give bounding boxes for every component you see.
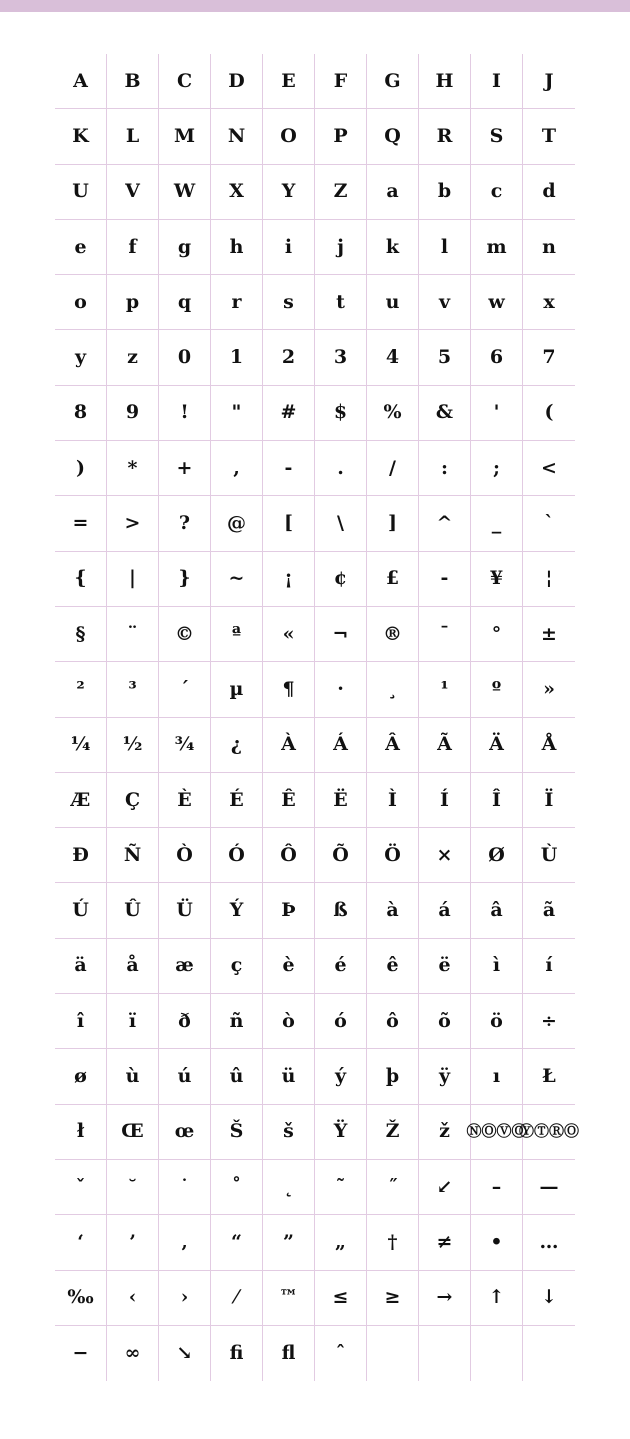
- glyph-cell: Ë: [315, 773, 367, 828]
- glyph-cell: s: [263, 275, 315, 330]
- glyph-cell: N: [211, 109, 263, 164]
- glyph-cell: O: [263, 109, 315, 164]
- glyph-cell: ½: [107, 718, 159, 773]
- glyph-cell: —: [523, 1160, 575, 1215]
- glyph-cell: =: [55, 496, 107, 551]
- glyph-cell: R: [419, 109, 471, 164]
- glyph-cell: o: [55, 275, 107, 330]
- glyph-cell: k: [367, 220, 419, 275]
- glyph-cell: −: [55, 1326, 107, 1381]
- glyph-cell: a: [367, 165, 419, 220]
- glyph-cell: ´: [159, 662, 211, 717]
- glyph-cell: Á: [315, 718, 367, 773]
- glyph-cell: V: [107, 165, 159, 220]
- glyph-cell: H: [419, 54, 471, 109]
- glyph-cell: ›: [159, 1271, 211, 1326]
- glyph-cell: ¶: [263, 662, 315, 717]
- glyph-cell: !: [159, 386, 211, 441]
- glyph-cell: A: [55, 54, 107, 109]
- glyph-cell: *: [107, 441, 159, 496]
- glyph-cell: þ: [367, 1049, 419, 1104]
- glyph-cell: ⁄: [211, 1271, 263, 1326]
- glyph-cell: ﬁ: [211, 1326, 263, 1381]
- glyph-cell: Ñ: [107, 828, 159, 883]
- glyph-cell: »: [523, 662, 575, 717]
- glyph-cell: ·: [315, 662, 367, 717]
- glyph-cell: §: [55, 607, 107, 662]
- glyph-cell: å: [107, 939, 159, 994]
- glyph-cell: ‰: [55, 1271, 107, 1326]
- glyph-cell: ®: [367, 607, 419, 662]
- glyph-cell: 8: [55, 386, 107, 441]
- glyph-sheet: [55, 54, 580, 1381]
- glyph-cell: [523, 1326, 575, 1381]
- glyph-cell: ˆ: [315, 1326, 367, 1381]
- glyph-cell: h: [211, 220, 263, 275]
- glyph-cell: J: [523, 54, 575, 109]
- glyph-cell: {: [55, 552, 107, 607]
- glyph-cell: œ: [159, 1105, 211, 1160]
- glyph-cell: ¬: [315, 607, 367, 662]
- glyph-cell: Æ: [55, 773, 107, 828]
- glyph-cell: ô: [367, 994, 419, 1049]
- glyph-cell: i: [263, 220, 315, 275]
- glyph-cell: ": [211, 386, 263, 441]
- glyph-cell: ª: [211, 607, 263, 662]
- glyph-cell: ’: [107, 1215, 159, 1270]
- glyph-cell: Ï: [523, 773, 575, 828]
- glyph-cell: º: [471, 662, 523, 717]
- glyph-cell: ı: [471, 1049, 523, 1104]
- glyph-cell: ê: [367, 939, 419, 994]
- glyph-cell: Å: [523, 718, 575, 773]
- glyph-cell: ≠: [419, 1215, 471, 1270]
- glyph-cell: Ó: [211, 828, 263, 883]
- glyph-cell: E: [263, 54, 315, 109]
- glyph-cell: _: [471, 496, 523, 551]
- glyph-cell: F: [315, 54, 367, 109]
- glyph-cell: Õ: [315, 828, 367, 883]
- glyph-cell: Ý: [211, 883, 263, 938]
- glyph-cell: Ö: [367, 828, 419, 883]
- glyph-cell: ²: [55, 662, 107, 717]
- glyph-cell: ]: [367, 496, 419, 551]
- glyph-cell: ï: [107, 994, 159, 1049]
- glyph-cell: Ò: [159, 828, 211, 883]
- glyph-cell: <: [523, 441, 575, 496]
- glyph-cell: ,: [211, 441, 263, 496]
- glyph-cell: °: [471, 607, 523, 662]
- glyph-cell: ‹: [107, 1271, 159, 1326]
- glyph-cell: ¨: [107, 607, 159, 662]
- glyph-cell: 7: [523, 330, 575, 385]
- glyph-cell: ł: [55, 1105, 107, 1160]
- glyph-cell: ç: [211, 939, 263, 994]
- glyph-cell: q: [159, 275, 211, 330]
- glyph-cell: G: [367, 54, 419, 109]
- glyph-cell: S: [471, 109, 523, 164]
- glyph-cell: Œ: [107, 1105, 159, 1160]
- glyph-cell: y: [55, 330, 107, 385]
- glyph-cell: @: [211, 496, 263, 551]
- glyph-cell: ˙: [159, 1160, 211, 1215]
- glyph-cell: …: [523, 1215, 575, 1270]
- glyph-cell: ¹: [419, 662, 471, 717]
- glyph-cell: ¿: [211, 718, 263, 773]
- glyph-cell: f: [107, 220, 159, 275]
- glyph-cell: W: [159, 165, 211, 220]
- glyph-cell: •: [471, 1215, 523, 1270]
- glyph-cell: /: [367, 441, 419, 496]
- glyph-cell: I: [471, 54, 523, 109]
- glyph-cell: ¼: [55, 718, 107, 773]
- glyph-cell: Ì: [367, 773, 419, 828]
- glyph-cell: Q: [367, 109, 419, 164]
- glyph-cell: Y: [263, 165, 315, 220]
- glyph-cell: ↑: [471, 1271, 523, 1326]
- glyph-cell: ¯: [419, 607, 471, 662]
- glyph-cell: ý: [315, 1049, 367, 1104]
- glyph-cell: â: [471, 883, 523, 938]
- glyph-cell: [471, 1326, 523, 1381]
- glyph-cell: 2: [263, 330, 315, 385]
- glyph-cell: û: [211, 1049, 263, 1104]
- glyph-cell: Î: [471, 773, 523, 828]
- glyph-cell: ß: [315, 883, 367, 938]
- glyph-cell: ‚: [159, 1215, 211, 1270]
- glyph-cell: ø: [55, 1049, 107, 1104]
- glyph-cell: n: [523, 220, 575, 275]
- glyph-cell: õ: [419, 994, 471, 1049]
- glyph-cell: →: [419, 1271, 471, 1326]
- glyph-cell: Ł: [523, 1049, 575, 1104]
- glyph-cell: ó: [315, 994, 367, 1049]
- glyph-cell: D: [211, 54, 263, 109]
- glyph-cell: z: [107, 330, 159, 385]
- glyph-cell: p: [107, 275, 159, 330]
- glyph-cell: 9: [107, 386, 159, 441]
- glyph-cell: ã: [523, 883, 575, 938]
- glyph-cell: ): [55, 441, 107, 496]
- glyph-cell: 0: [159, 330, 211, 385]
- glyph-cell: š: [263, 1105, 315, 1160]
- glyph-cell: M: [159, 109, 211, 164]
- glyph-cell: |: [107, 552, 159, 607]
- glyph-cell: d: [523, 165, 575, 220]
- glyph-cell: ˝: [367, 1160, 419, 1215]
- glyph-cell: -: [419, 552, 471, 607]
- glyph-cell: ↘: [159, 1326, 211, 1381]
- glyph-cell: b: [419, 165, 471, 220]
- glyph-cell: Þ: [263, 883, 315, 938]
- glyph-cell: ?: [159, 496, 211, 551]
- glyph-cell: ˚: [211, 1160, 263, 1215]
- glyph-cell: `: [523, 496, 575, 551]
- glyph-cell: Ê: [263, 773, 315, 828]
- glyph-cell: ˜: [315, 1160, 367, 1215]
- glyph-cell: [367, 1326, 419, 1381]
- glyph-cell: t: [315, 275, 367, 330]
- glyph-cell: µ: [211, 662, 263, 717]
- glyph-cell: &: [419, 386, 471, 441]
- glyph-cell: ™: [263, 1271, 315, 1326]
- glyph-cell: e: [55, 220, 107, 275]
- glyph-cell: ﬂ: [263, 1326, 315, 1381]
- glyph-cell: [419, 1326, 471, 1381]
- glyph-cell: ~: [211, 552, 263, 607]
- glyph-cell: «: [263, 607, 315, 662]
- glyph-cell: à: [367, 883, 419, 938]
- glyph-cell: U: [55, 165, 107, 220]
- glyph-cell: è: [263, 939, 315, 994]
- glyph-cell: ⓃⓄⓋⓄ: [471, 1105, 523, 1160]
- glyph-cell: ”: [263, 1215, 315, 1270]
- glyph-cell: ©: [159, 607, 211, 662]
- glyph-cell: ð: [159, 994, 211, 1049]
- glyph-cell: ˛: [263, 1160, 315, 1215]
- glyph-cell: ¸: [367, 662, 419, 717]
- glyph-cell: é: [315, 939, 367, 994]
- glyph-cell: 1: [211, 330, 263, 385]
- glyph-cell: ^: [419, 496, 471, 551]
- glyph-cell: $: [315, 386, 367, 441]
- glyph-cell: ∞: [107, 1326, 159, 1381]
- glyph-cell: ¥: [471, 552, 523, 607]
- glyph-cell: Ø: [471, 828, 523, 883]
- glyph-cell: B: [107, 54, 159, 109]
- glyph-cell: ¢: [315, 552, 367, 607]
- glyph-cell: Û: [107, 883, 159, 938]
- glyph-cell: 3: [315, 330, 367, 385]
- glyph-cell: ↙: [419, 1160, 471, 1215]
- glyph-cell: Ž: [367, 1105, 419, 1160]
- glyph-cell: î: [55, 994, 107, 1049]
- glyph-cell: Ú: [55, 883, 107, 938]
- glyph-cell: Í: [419, 773, 471, 828]
- glyph-cell: l: [419, 220, 471, 275]
- glyph-cell: +: [159, 441, 211, 496]
- glyph-cell: †: [367, 1215, 419, 1270]
- glyph-grid: [55, 54, 580, 1381]
- glyph-cell: ì: [471, 939, 523, 994]
- glyph-cell: Ç: [107, 773, 159, 828]
- glyph-cell: Â: [367, 718, 419, 773]
- glyph-cell: Ð: [55, 828, 107, 883]
- glyph-cell: æ: [159, 939, 211, 994]
- glyph-cell: 6: [471, 330, 523, 385]
- glyph-cell: }: [159, 552, 211, 607]
- glyph-cell: 5: [419, 330, 471, 385]
- glyph-cell: ¡: [263, 552, 315, 607]
- glyph-cell: ž: [419, 1105, 471, 1160]
- glyph-cell: £: [367, 552, 419, 607]
- glyph-cell: É: [211, 773, 263, 828]
- glyph-cell: Ä: [471, 718, 523, 773]
- glyph-cell: ú: [159, 1049, 211, 1104]
- glyph-cell: ò: [263, 994, 315, 1049]
- glyph-cell: C: [159, 54, 211, 109]
- glyph-cell: À: [263, 718, 315, 773]
- glyph-cell: ≤: [315, 1271, 367, 1326]
- glyph-cell: ö: [471, 994, 523, 1049]
- glyph-cell: í: [523, 939, 575, 994]
- glyph-cell: ¾: [159, 718, 211, 773]
- glyph-cell: ë: [419, 939, 471, 994]
- glyph-cell: ‘: [55, 1215, 107, 1270]
- glyph-cell: L: [107, 109, 159, 164]
- glyph-cell: -: [263, 441, 315, 496]
- glyph-cell: :: [419, 441, 471, 496]
- glyph-cell: Ü: [159, 883, 211, 938]
- glyph-cell: ù: [107, 1049, 159, 1104]
- glyph-cell: ≥: [367, 1271, 419, 1326]
- glyph-cell: Z: [315, 165, 367, 220]
- glyph-cell: K: [55, 109, 107, 164]
- glyph-cell: ↓: [523, 1271, 575, 1326]
- glyph-cell: .: [315, 441, 367, 496]
- glyph-cell: ³: [107, 662, 159, 717]
- glyph-cell: È: [159, 773, 211, 828]
- glyph-cell: ˇ: [55, 1160, 107, 1215]
- glyph-cell: ˘: [107, 1160, 159, 1215]
- top-accent-bar: [0, 0, 630, 12]
- glyph-cell: Ã: [419, 718, 471, 773]
- glyph-cell: g: [159, 220, 211, 275]
- glyph-cell: Ô: [263, 828, 315, 883]
- glyph-cell: \: [315, 496, 367, 551]
- glyph-cell: –: [471, 1160, 523, 1215]
- glyph-cell: ': [471, 386, 523, 441]
- glyph-cell: “: [211, 1215, 263, 1270]
- glyph-cell: ;: [471, 441, 523, 496]
- glyph-cell: T: [523, 109, 575, 164]
- glyph-cell: P: [315, 109, 367, 164]
- glyph-cell: w: [471, 275, 523, 330]
- glyph-cell: ±: [523, 607, 575, 662]
- glyph-cell: u: [367, 275, 419, 330]
- glyph-cell: %: [367, 386, 419, 441]
- glyph-cell: #: [263, 386, 315, 441]
- glyph-cell: ÷: [523, 994, 575, 1049]
- glyph-cell: Š: [211, 1105, 263, 1160]
- glyph-cell: ä: [55, 939, 107, 994]
- glyph-cell: ü: [263, 1049, 315, 1104]
- glyph-cell: c: [471, 165, 523, 220]
- glyph-cell: „: [315, 1215, 367, 1270]
- glyph-cell: r: [211, 275, 263, 330]
- glyph-cell: ×: [419, 828, 471, 883]
- glyph-cell: >: [107, 496, 159, 551]
- glyph-cell: v: [419, 275, 471, 330]
- glyph-cell: Ù: [523, 828, 575, 883]
- glyph-cell: á: [419, 883, 471, 938]
- glyph-cell: m: [471, 220, 523, 275]
- glyph-cell: (: [523, 386, 575, 441]
- glyph-cell: ÿ: [419, 1049, 471, 1104]
- glyph-cell: Ÿ: [315, 1105, 367, 1160]
- glyph-cell: [: [263, 496, 315, 551]
- glyph-cell: j: [315, 220, 367, 275]
- glyph-cell: x: [523, 275, 575, 330]
- glyph-cell: ⓎⓉⓇⓄ: [523, 1105, 575, 1160]
- glyph-cell: ¦: [523, 552, 575, 607]
- glyph-cell: X: [211, 165, 263, 220]
- glyph-cell: ñ: [211, 994, 263, 1049]
- glyph-cell: 4: [367, 330, 419, 385]
